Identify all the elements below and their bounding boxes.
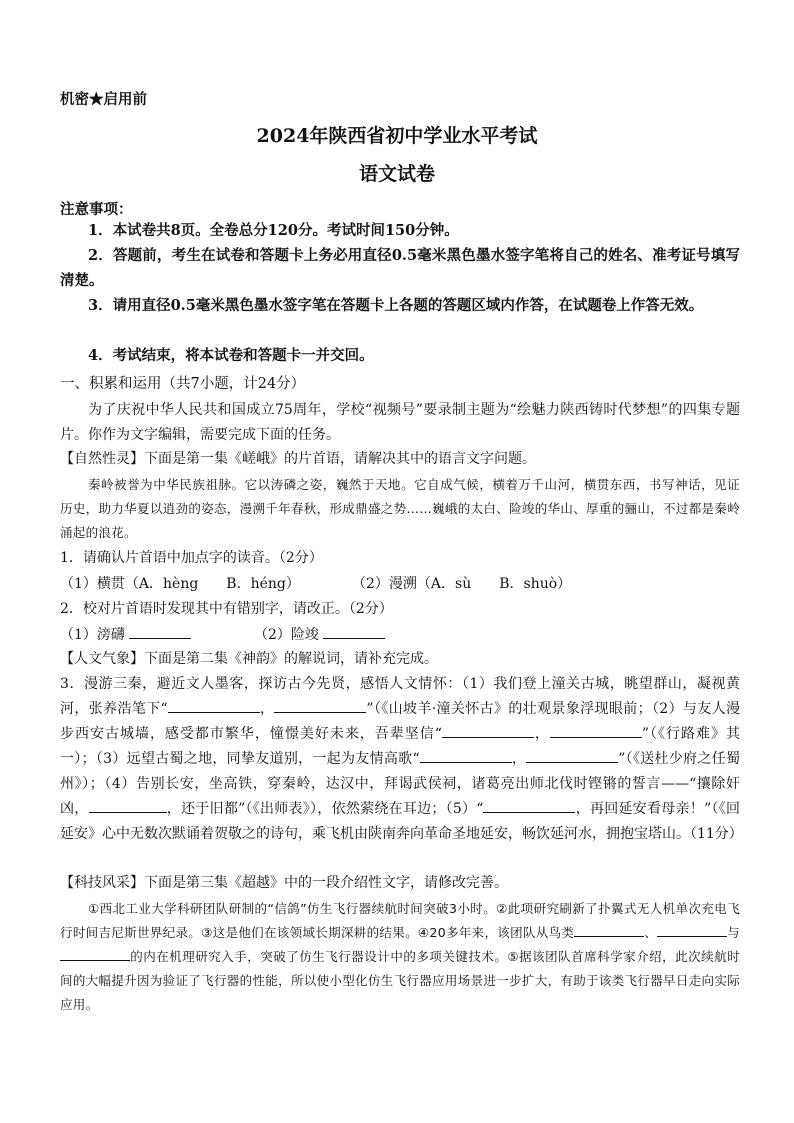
part3-text: 与 (727, 925, 740, 940)
answer-blank[interactable] (526, 747, 618, 763)
part3-text: 的内在机理研究入手，突破了仿生飞行器设计中的多项关键技术。⑤据该团队首席科学家介绍，此次续航时间的大幅提升因为验证了飞行器的性能，所以使小型化仿生飞行器应用场景进一步扩大，有助于该类飞行器早日走向实际应用。 (60, 949, 740, 1012)
answer-blank[interactable] (657, 921, 727, 937)
answer-blank[interactable] (483, 797, 575, 813)
answer-blank[interactable] (129, 623, 191, 639)
part3-passage (60, 897, 740, 1017)
answer-blank[interactable] (323, 623, 385, 639)
answer-blank[interactable] (574, 921, 644, 937)
part3-text: 、 (644, 925, 658, 940)
question-2: 2．校对片首语时发现其中有错别字，请改正。（2分） (60, 601, 393, 617)
q1-option-1: （1）横贯（A．hèng B．héng） (60, 576, 300, 592)
answer-blank[interactable] (89, 797, 167, 813)
q2-item-1 (60, 623, 191, 644)
part3-text: ①西北工业大学科研团队研制的“信鸽”仿生飞行器续航时间突破3小时。②此项研究刷新了扑翼式无人机单次充电飞行时间吉尼斯世界纪录。③这是他们在该领域长期深耕的结果。④20多年来，该团队从鸟类 (60, 901, 740, 940)
part1-label: 【自然性灵】下面是第一集《嵯峨》的片首语，请解决其中的语言文字问题。 (60, 451, 536, 467)
question-3 (60, 672, 743, 847)
q1-option-2: （2）漫溯（A．sù B．shuò） (352, 576, 572, 592)
notes-heading: 注意事项： (60, 201, 133, 218)
paper-title: 语文试卷 (358, 163, 435, 185)
note-item: 3．请用直径0.5毫米黑色墨水签字笔在答题卡上各题的答题区域内作答，在试题卷上作答无效。 (88, 297, 704, 314)
note-item: 2．答题前，考生在试卷和答题卡上务必用直径0.5毫米黑色墨水签字笔将自己的姓名、准考证号填写清楚。 (60, 247, 740, 289)
part1-passage: 秦岭被誉为中华民族祖脉。它以涛磷之姿，巍然于天地。它自成气候，横着万千山河，横贯东西，书写神话，见证历史，助力华夏以逍劲的姿态，漫溯千年春秋，形成鼎盛之势……巍峨的太白、险竣的华山、厚重的骊山，不过都是秦岭涌起的浪花。 (60, 477, 740, 540)
note-item: 4．考试结束，将本试卷和答题卡一并交回。 (88, 347, 374, 364)
q3-text: ，再回延安看母亲！”（《回延安》心中无数次默诵着贺敬之的诗句，乘飞机由陕南奔向革命圣地延安，畅饮延河水，拥抱宝塔山。（11分） (60, 801, 743, 842)
q3-text: 3．漫游三秦，避近文人墨客，探访古今先贤，感悟人文情怀：（1）我们登上潼关古城，眺望群山，凝视黄河，张养浩笔下“ (60, 676, 740, 717)
q3-text: ， (511, 751, 527, 767)
q2-item-2-text: （2）险竣 (254, 627, 319, 643)
answer-blank[interactable] (550, 722, 642, 738)
answer-blank[interactable] (442, 722, 534, 738)
section-heading: 一、积累和运用（共7小题，计24分） (60, 376, 306, 392)
answer-blank[interactable] (168, 697, 260, 713)
q3-text: ”（《送杜少府之任蜀州》）；（4）告别长安，坐高铁，穿秦岭，达汉中，拜谒武侯祠，诸葛亮出师北伐时铿锵的誓言——“攘除奸凶， (60, 751, 740, 817)
answer-blank[interactable] (420, 747, 512, 763)
part3-label: 【科技风采】下面是第三集《超越》中的一段介绍性文字，请修改完善。 (60, 875, 508, 891)
question-1: 1．请确认片首语中加点字的读音。（2分） (60, 550, 323, 566)
exam-title: 2024年陕西省初中学业水平考试 (256, 125, 538, 147)
q3-text: ，还于旧都”（《出师表》），依然萦绕在耳边；（5）“ (166, 801, 484, 817)
part2-label: 【人文气象】下面是第二集《神韵》的解说词，请补充完成。 (60, 651, 438, 667)
section-intro: 为了庆祝中华人民共和国成立75周年，学校“视频号”要录制主题为“绘魅力陕西铸时代梦想”的四集专题片。你作为文字编辑，需要完成下面的任务。 (60, 402, 740, 443)
q3-text: ”（《行路难》其一）；（3）远望古蜀之地，同挚友道别，一起为友情高歌“ (60, 726, 740, 767)
q3-text: ”（《山坡羊·潼关怀古》的壮观景象浮现眼前；（2）与友人漫步西安古城墙，感受都市繁华，憧憬美好未来，吾辈坚信“ (60, 701, 741, 742)
q2-item-2 (254, 623, 385, 644)
confidential-label: 机密★启用前 (60, 91, 147, 108)
answer-blank[interactable] (274, 697, 366, 713)
answer-blank[interactable] (60, 945, 130, 961)
note-item: 1．本试卷共8页。全卷总分120分。考试时间150分钟。 (88, 222, 459, 239)
q2-item-1-text: （1）滂礴 (60, 627, 125, 643)
q3-text: ， (533, 726, 550, 742)
q3-text: ， (259, 701, 275, 717)
